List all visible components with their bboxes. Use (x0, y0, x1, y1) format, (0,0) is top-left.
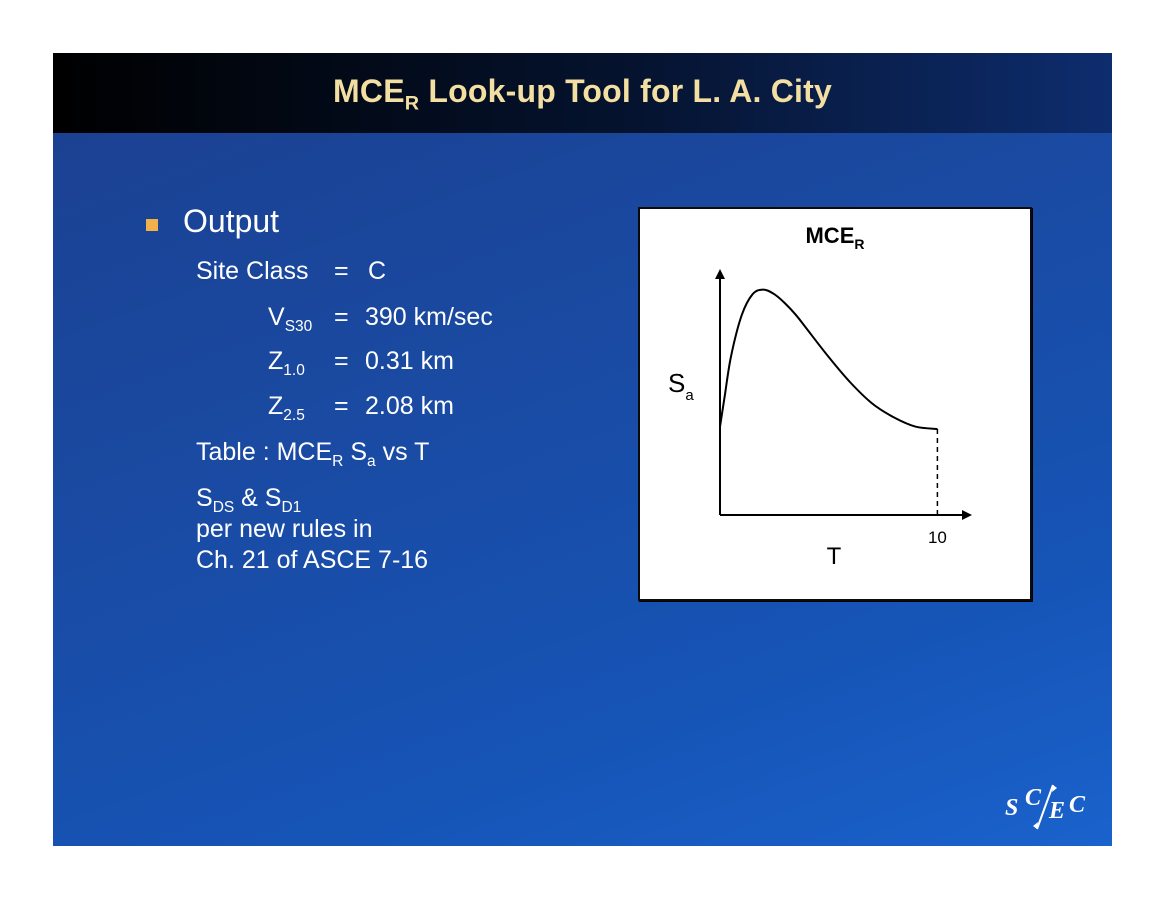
mcer-chart (640, 209, 1030, 599)
y-axis-label: $S_a$ (668, 368, 694, 404)
vs30-value: 390 km/sec (365, 303, 493, 331)
svg-text:S: S (1005, 795, 1019, 821)
mcer-chart-box (638, 207, 1032, 601)
svg-text:C: C (1069, 792, 1086, 818)
scec-logo (1003, 783, 1093, 833)
site-class-eq: = (334, 257, 349, 285)
z25-eq: = (334, 392, 349, 420)
x-axis-label: T (826, 543, 842, 570)
sds-sd1-line: $S_{DS}$ & $S_{D1}$ (196, 484, 302, 516)
sa-curve (720, 290, 937, 429)
site-class-label: Site Class (196, 257, 309, 285)
site-class-value: C (368, 257, 387, 285)
svg-text:C: C (1025, 785, 1042, 811)
z10-value: 0.31 km (365, 347, 454, 375)
z10-eq: = (334, 347, 349, 375)
svg-text:E: E (1049, 798, 1066, 824)
z25-label: $Z_{2.5}$ (268, 392, 305, 424)
slide (53, 53, 1112, 846)
slide-title: $MCE_R$ Look-up Tool for L. A. City (333, 73, 832, 115)
table-line: Table : $MCE_R$ $S_a$ vs T (196, 438, 430, 470)
output-heading: Output (183, 203, 280, 239)
z10-label: $Z_{1.0}$ (268, 347, 305, 379)
vs30-label: $V_{S30}$ (268, 303, 313, 335)
bullet-square-icon (146, 219, 158, 231)
z25-value: 2.08 km (365, 392, 454, 420)
chart-title: $MCE_R$ (805, 223, 865, 252)
vs30-eq: = (334, 303, 349, 331)
title-bar (53, 53, 1112, 133)
x-tick-label: 10 (927, 528, 947, 547)
rules-line-1: per new rules in (196, 515, 373, 543)
rules-line-2: Ch. 21 of ASCE 7-16 (196, 546, 429, 574)
